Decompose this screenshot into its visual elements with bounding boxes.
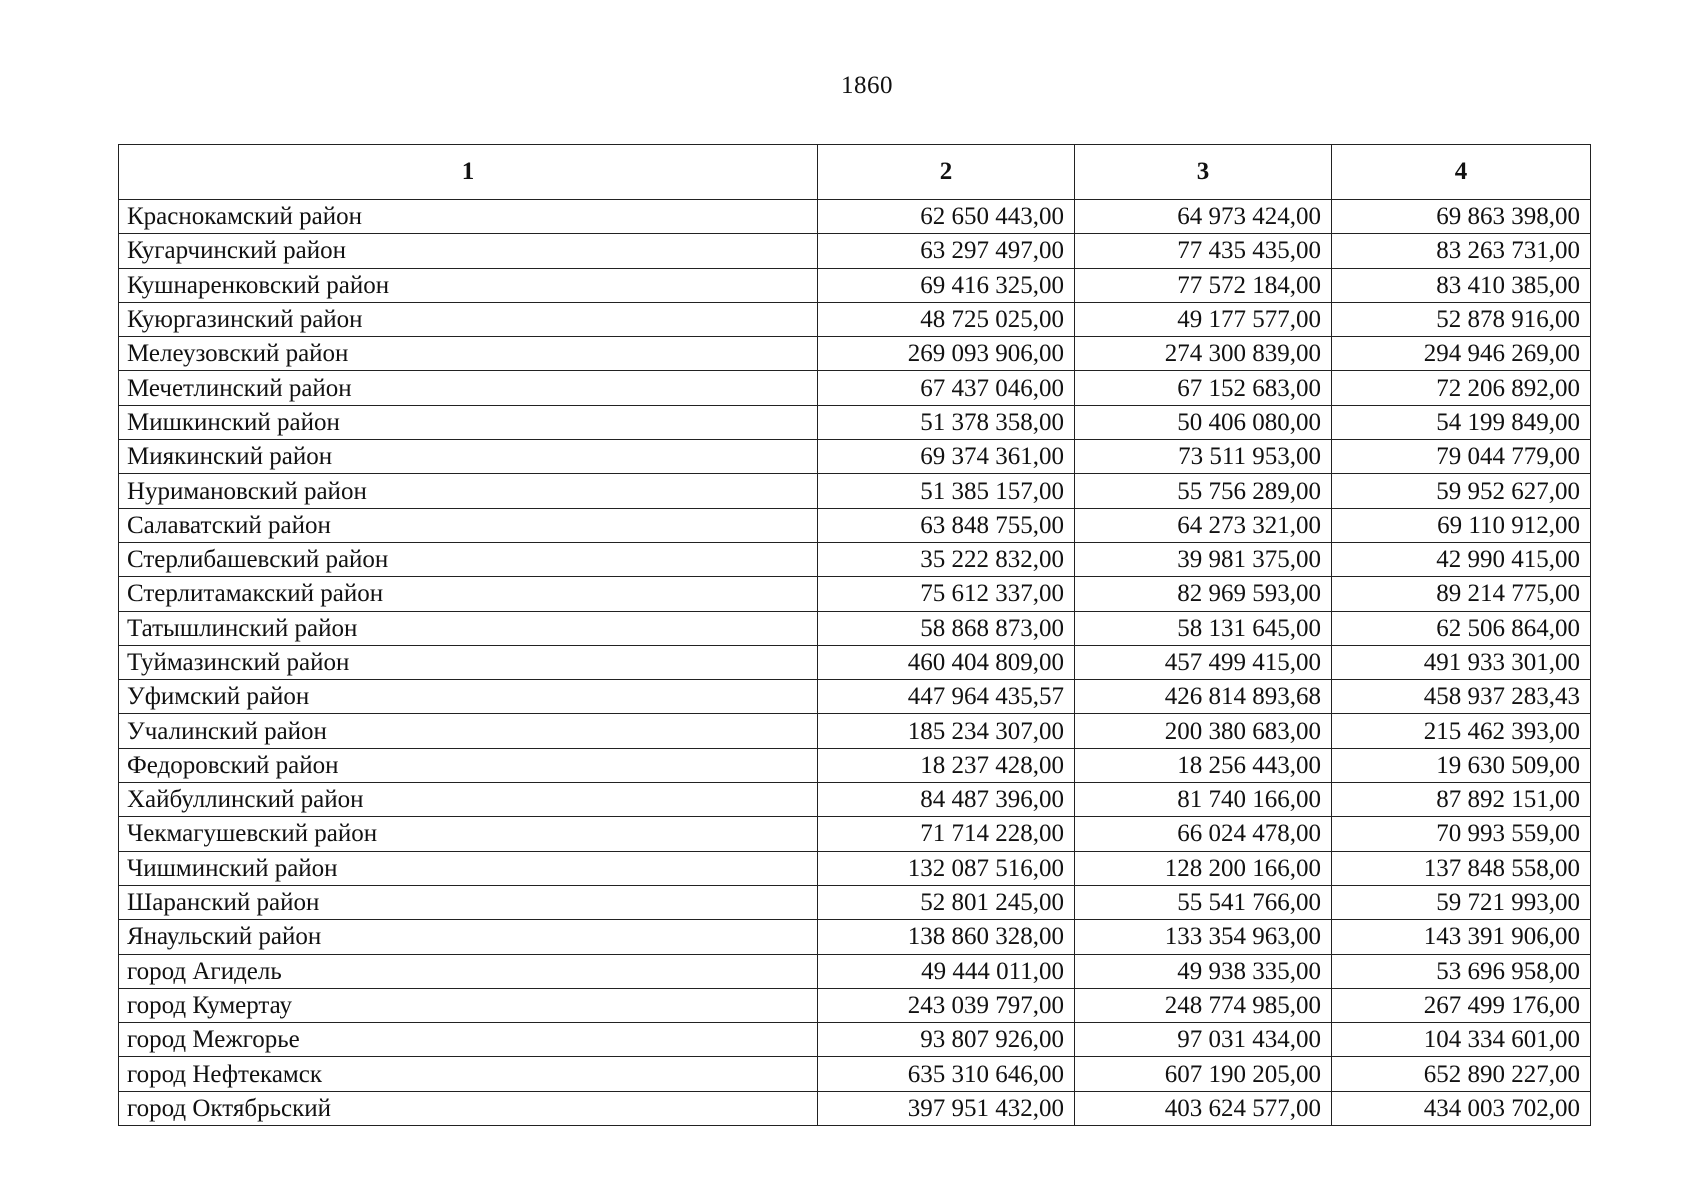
table-row xyxy=(119,542,1591,576)
page-number: 1860 xyxy=(841,72,893,99)
municipality-name-cell: город Кумертау xyxy=(119,988,818,1022)
amount-cell-col2: 49 444 011,00 xyxy=(818,954,1075,988)
municipality-name-cell: Кугарчинский район xyxy=(119,234,818,268)
amount-cell-col3: 18 256 443,00 xyxy=(1075,748,1332,782)
amount-cell-col3: 128 200 166,00 xyxy=(1075,851,1332,885)
table-row xyxy=(119,680,1591,714)
amount-cell-col4: 70 993 559,00 xyxy=(1332,817,1591,851)
amount-cell-col4: 83 410 385,00 xyxy=(1332,268,1591,302)
amount-cell-col2: 93 807 926,00 xyxy=(818,1023,1075,1057)
table-row xyxy=(119,440,1591,474)
amount-cell-col2: 58 868 873,00 xyxy=(818,611,1075,645)
amount-cell-col3: 248 774 985,00 xyxy=(1075,988,1332,1022)
amount-cell-col3: 200 380 683,00 xyxy=(1075,714,1332,748)
amount-cell-col4: 83 263 731,00 xyxy=(1332,234,1591,268)
amount-cell-col3: 67 152 683,00 xyxy=(1075,371,1332,405)
amount-cell-col2: 48 725 025,00 xyxy=(818,302,1075,336)
table-row xyxy=(119,268,1591,302)
municipality-name-cell: город Агидель xyxy=(119,954,818,988)
table-row xyxy=(119,988,1591,1022)
table-row xyxy=(119,371,1591,405)
table-row xyxy=(119,851,1591,885)
amount-cell-col3: 274 300 839,00 xyxy=(1075,337,1332,371)
amount-cell-col3: 49 938 335,00 xyxy=(1075,954,1332,988)
municipality-name-cell: Чекмагушевский район xyxy=(119,817,818,851)
municipality-name-cell: Мишкинский район xyxy=(119,405,818,439)
amount-cell-col4: 87 892 151,00 xyxy=(1332,783,1591,817)
amount-cell-col3: 133 354 963,00 xyxy=(1075,920,1332,954)
amount-cell-col4: 59 721 993,00 xyxy=(1332,885,1591,919)
table-header-row xyxy=(119,145,1591,200)
amount-cell-col3: 97 031 434,00 xyxy=(1075,1023,1332,1057)
table-row xyxy=(119,405,1591,439)
table-row xyxy=(119,920,1591,954)
amount-cell-col2: 69 374 361,00 xyxy=(818,440,1075,474)
amount-cell-col4: 267 499 176,00 xyxy=(1332,988,1591,1022)
amount-cell-col2: 51 385 157,00 xyxy=(818,474,1075,508)
table-row xyxy=(119,885,1591,919)
amount-cell-col4: 294 946 269,00 xyxy=(1332,337,1591,371)
amount-cell-col3: 64 973 424,00 xyxy=(1075,200,1332,234)
amount-cell-col3: 39 981 375,00 xyxy=(1075,542,1332,576)
table-row xyxy=(119,577,1591,611)
municipality-name-cell: Миякинский район xyxy=(119,440,818,474)
municipality-name-cell: Чишминский район xyxy=(119,851,818,885)
table-row xyxy=(119,302,1591,336)
amount-cell-col2: 67 437 046,00 xyxy=(818,371,1075,405)
amount-cell-col2: 635 310 646,00 xyxy=(818,1057,1075,1091)
amount-cell-col3: 58 131 645,00 xyxy=(1075,611,1332,645)
amount-cell-col3: 55 756 289,00 xyxy=(1075,474,1332,508)
municipality-name-cell: Мелеузовский район xyxy=(119,337,818,371)
amount-cell-col2: 63 848 755,00 xyxy=(818,508,1075,542)
amount-cell-col4: 137 848 558,00 xyxy=(1332,851,1591,885)
amount-cell-col4: 215 462 393,00 xyxy=(1332,714,1591,748)
amount-cell-col2: 18 237 428,00 xyxy=(818,748,1075,782)
amount-cell-col2: 63 297 497,00 xyxy=(818,234,1075,268)
table-row xyxy=(119,1057,1591,1091)
amount-cell-col3: 457 499 415,00 xyxy=(1075,645,1332,679)
amount-cell-col4: 53 696 958,00 xyxy=(1332,954,1591,988)
amount-cell-col4: 54 199 849,00 xyxy=(1332,405,1591,439)
table-row xyxy=(119,474,1591,508)
amount-cell-col4: 69 110 912,00 xyxy=(1332,508,1591,542)
amount-cell-col3: 73 511 953,00 xyxy=(1075,440,1332,474)
amount-cell-col2: 62 650 443,00 xyxy=(818,200,1075,234)
amount-cell-col2: 243 039 797,00 xyxy=(818,988,1075,1022)
municipality-name-cell: Татышлинский район xyxy=(119,611,818,645)
table-row xyxy=(119,645,1591,679)
municipality-name-cell: Стерлитамакский район xyxy=(119,577,818,611)
table-row xyxy=(119,337,1591,371)
amount-cell-col4: 104 334 601,00 xyxy=(1332,1023,1591,1057)
amount-cell-col3: 403 624 577,00 xyxy=(1075,1091,1332,1125)
amount-cell-col2: 35 222 832,00 xyxy=(818,542,1075,576)
municipality-name-cell: город Межгорье xyxy=(119,1023,818,1057)
amount-cell-col3: 55 541 766,00 xyxy=(1075,885,1332,919)
amount-cell-col4: 79 044 779,00 xyxy=(1332,440,1591,474)
municipality-name-cell: Краснокамский район xyxy=(119,200,818,234)
amount-cell-col2: 71 714 228,00 xyxy=(818,817,1075,851)
amount-cell-col2: 52 801 245,00 xyxy=(818,885,1075,919)
municipality-name-cell: Учалинский район xyxy=(119,714,818,748)
municipality-name-cell: Уфимский район xyxy=(119,680,818,714)
municipality-name-cell: Хайбуллинский район xyxy=(119,783,818,817)
amount-cell-col2: 75 612 337,00 xyxy=(818,577,1075,611)
budget-table xyxy=(118,144,1591,1126)
column-header-2: 2 xyxy=(818,145,1075,200)
amount-cell-col4: 42 990 415,00 xyxy=(1332,542,1591,576)
amount-cell-col3: 64 273 321,00 xyxy=(1075,508,1332,542)
amount-cell-col2: 447 964 435,57 xyxy=(818,680,1075,714)
table-row xyxy=(119,234,1591,268)
amount-cell-col2: 269 093 906,00 xyxy=(818,337,1075,371)
amount-cell-col4: 89 214 775,00 xyxy=(1332,577,1591,611)
table-body xyxy=(119,200,1591,1126)
amount-cell-col3: 66 024 478,00 xyxy=(1075,817,1332,851)
amount-cell-col3: 77 572 184,00 xyxy=(1075,268,1332,302)
amount-cell-col3: 426 814 893,68 xyxy=(1075,680,1332,714)
amount-cell-col2: 84 487 396,00 xyxy=(818,783,1075,817)
amount-cell-col3: 77 435 435,00 xyxy=(1075,234,1332,268)
amount-cell-col4: 652 890 227,00 xyxy=(1332,1057,1591,1091)
municipality-name-cell: Куюргазинский район xyxy=(119,302,818,336)
table-row xyxy=(119,714,1591,748)
table-row xyxy=(119,817,1591,851)
amount-cell-col2: 460 404 809,00 xyxy=(818,645,1075,679)
table-row xyxy=(119,748,1591,782)
amount-cell-col2: 397 951 432,00 xyxy=(818,1091,1075,1125)
amount-cell-col2: 69 416 325,00 xyxy=(818,268,1075,302)
municipality-name-cell: Нуримановский район xyxy=(119,474,818,508)
table-row xyxy=(119,954,1591,988)
amount-cell-col3: 49 177 577,00 xyxy=(1075,302,1332,336)
amount-cell-col3: 50 406 080,00 xyxy=(1075,405,1332,439)
amount-cell-col4: 434 003 702,00 xyxy=(1332,1091,1591,1125)
amount-cell-col4: 458 937 283,43 xyxy=(1332,680,1591,714)
amount-cell-col4: 143 391 906,00 xyxy=(1332,920,1591,954)
table-row xyxy=(119,200,1591,234)
municipality-name-cell: Шаранский район xyxy=(119,885,818,919)
amount-cell-col4: 52 878 916,00 xyxy=(1332,302,1591,336)
column-header-1: 1 xyxy=(119,145,818,200)
column-header-3: 3 xyxy=(1075,145,1332,200)
table-row xyxy=(119,1023,1591,1057)
amount-cell-col2: 132 087 516,00 xyxy=(818,851,1075,885)
amount-cell-col2: 185 234 307,00 xyxy=(818,714,1075,748)
amount-cell-col4: 62 506 864,00 xyxy=(1332,611,1591,645)
municipality-name-cell: Салаватский район xyxy=(119,508,818,542)
municipality-name-cell: Кушнаренковский район xyxy=(119,268,818,302)
table-row xyxy=(119,783,1591,817)
municipality-name-cell: Туймазинский район xyxy=(119,645,818,679)
table-row xyxy=(119,611,1591,645)
amount-cell-col4: 491 933 301,00 xyxy=(1332,645,1591,679)
amount-cell-col3: 82 969 593,00 xyxy=(1075,577,1332,611)
municipality-name-cell: Федоровский район xyxy=(119,748,818,782)
amount-cell-col3: 81 740 166,00 xyxy=(1075,783,1332,817)
amount-cell-col3: 607 190 205,00 xyxy=(1075,1057,1332,1091)
table-row xyxy=(119,508,1591,542)
amount-cell-col4: 59 952 627,00 xyxy=(1332,474,1591,508)
amount-cell-col2: 51 378 358,00 xyxy=(818,405,1075,439)
amount-cell-col4: 19 630 509,00 xyxy=(1332,748,1591,782)
municipality-name-cell: Мечетлинский район xyxy=(119,371,818,405)
municipality-name-cell: Стерлибашевский район xyxy=(119,542,818,576)
column-header-4: 4 xyxy=(1332,145,1591,200)
municipality-name-cell: Янаульский район xyxy=(119,920,818,954)
amount-cell-col4: 69 863 398,00 xyxy=(1332,200,1591,234)
amount-cell-col2: 138 860 328,00 xyxy=(818,920,1075,954)
table-row xyxy=(119,1091,1591,1125)
municipality-name-cell: город Октябрьский xyxy=(119,1091,818,1125)
amount-cell-col4: 72 206 892,00 xyxy=(1332,371,1591,405)
municipality-name-cell: город Нефтекамск xyxy=(119,1057,818,1091)
